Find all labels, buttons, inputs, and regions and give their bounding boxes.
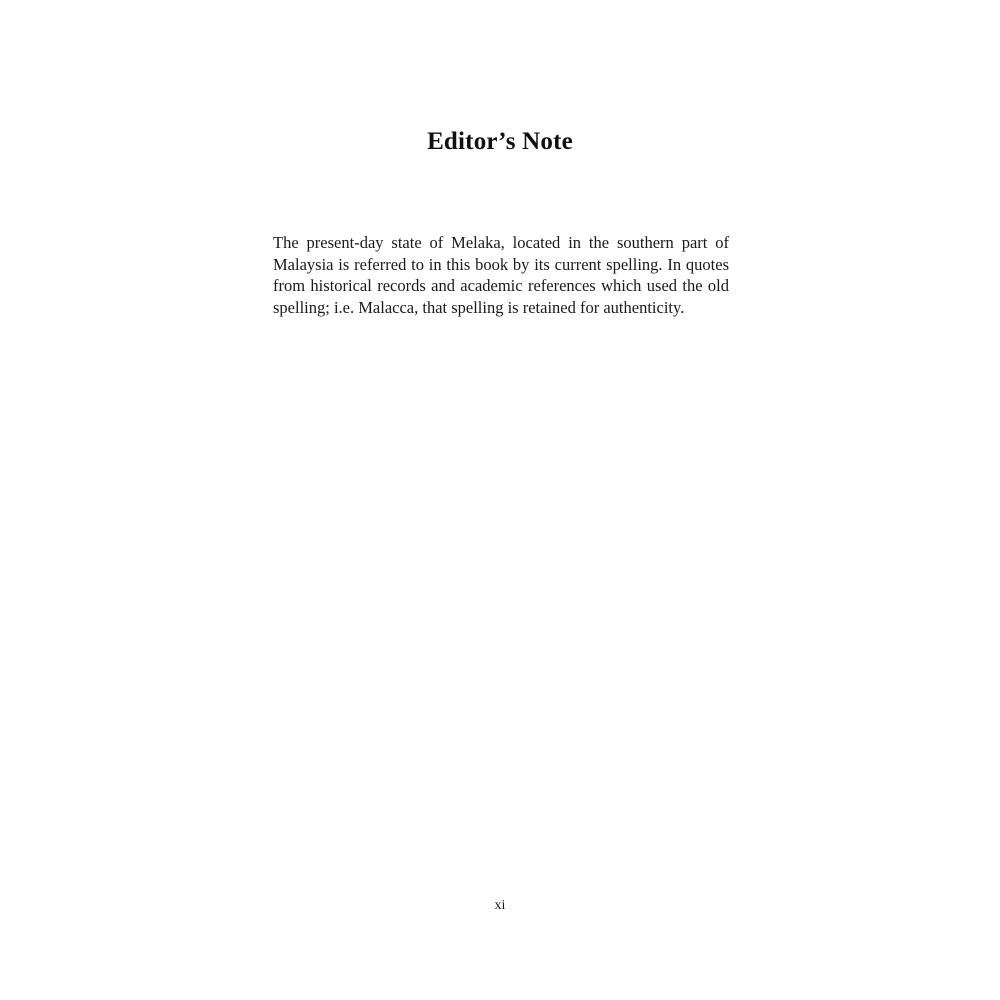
paragraph-line: from historical records and academic references which used the old — [273, 276, 729, 296]
paragraph-line: Malaysia is referred to in this book by its current spelling. In quotes — [273, 254, 729, 274]
page-title: Editor’s Note — [427, 128, 573, 155]
paragraph-line: The present-day state of Melaka, located in the southern part of — [273, 233, 729, 252]
editors-note-paragraph — [273, 232, 729, 318]
paragraph-line: spelling; i.e. Malacca, that spelling is retained for authenticity. — [273, 297, 685, 317]
page-number: xi — [494, 898, 506, 913]
